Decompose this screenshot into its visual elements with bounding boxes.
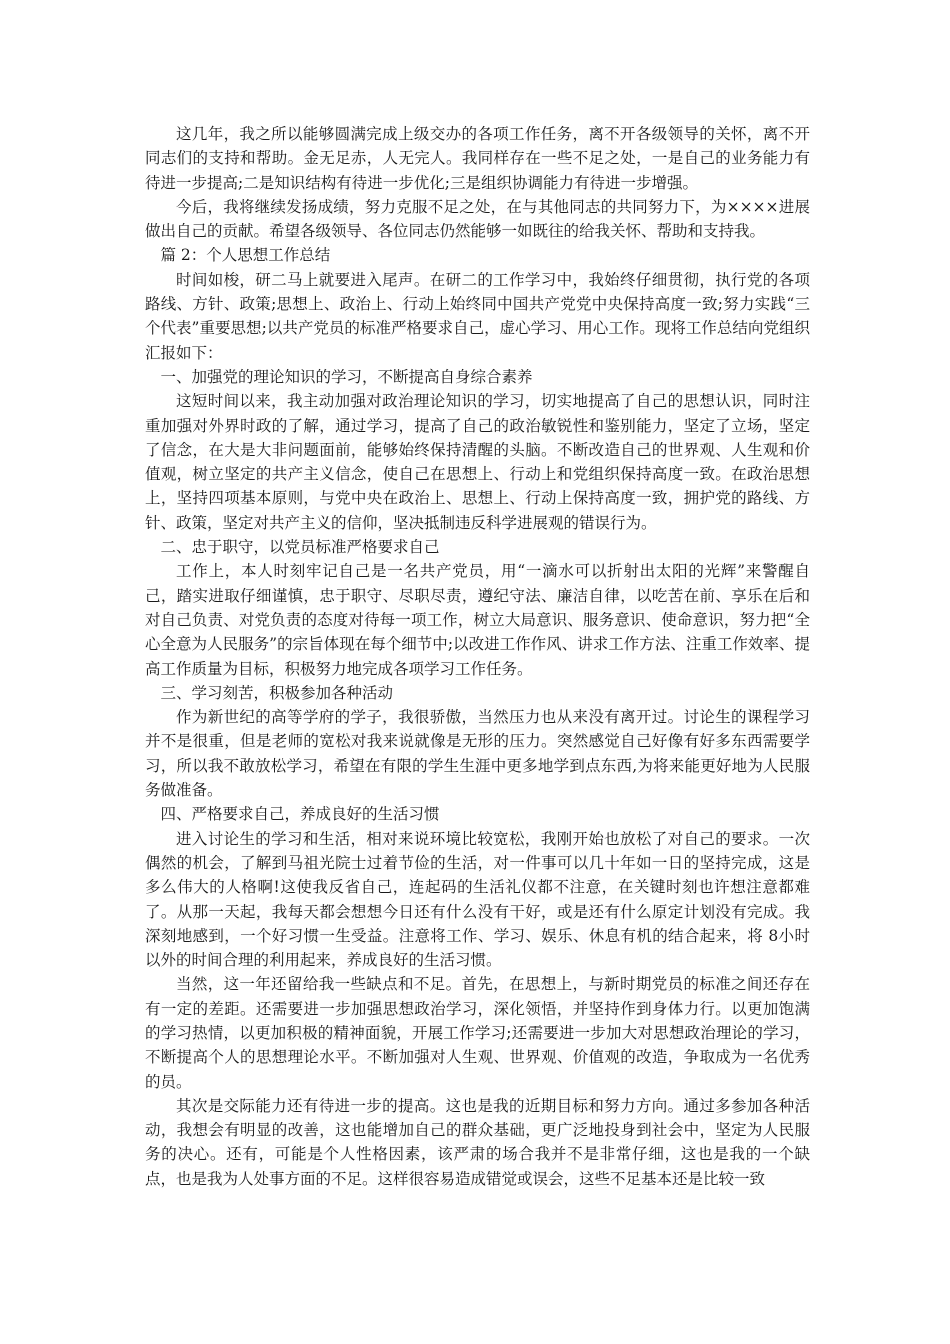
section-heading: 四、严格要求自己，养成良好的生活习惯 <box>160 805 440 824</box>
paragraph: 工作上，本人时刻牢记自己是一名共产党员，用“一滴水可以折射出太阳的光辉”来警醒自己，踏实进取仔细谨慎，忠于职守、尽职尽责，遵纪守法、廉洁自律，以吃苦在前、享乐在后和对自己负责、对党负责的态度对待每一项工作，树立大局意识、服务意识、使命意识，努力把“全心全意为人民服务”的宗旨体现在每个细节中;以改进工作作风、讲求工作方法、注重工作效率、提高工作质量为目标，积极努力地完成各项学习工作任务。 <box>145 562 810 678</box>
paragraph: 这几年，我之所以能够圆满完成上级交办的各项工作任务，离不开各级领导的关怀，离不开同志们的支持和帮助。金无足赤，人无完人。我同样存在一些不足之处，一是自己的业务能力有待进一步提高;二是知识结构有待进一步优化;三是组织协调能力有待进一步增强。 <box>145 125 810 192</box>
section-title: 篇 2：个人思想工作总结 <box>160 246 331 265</box>
document-body <box>145 122 810 1191</box>
section-heading: 一、加强党的理论知识的学习，不断提高自身综合素养 <box>160 367 533 386</box>
paragraph: 作为新世纪的高等学府的学子，我很骄傲，当然压力也从来没有离开过。讨论生的课程学习并不是很重，但是老师的宽松对我来说就像是无形的压力。突然感觉自己好像有好多东西需要学习，所以我不敢放松学习，希望在有限的学生生涯中更多地学到点东西,为将来能更好地为人民服务做准备。 <box>145 708 810 800</box>
section-heading: 二、忠于职守，以党员标准严格要求自己 <box>160 538 440 557</box>
paragraph: 当然，这一年还留给我一些缺点和不足。首先，在思想上，与新时期党员的标准之间还存在有一定的差距。还需要进一步加强思想政治学习，深化领悟，并坚持作到身体力行。以更加饱满的学习热情，以更加积极的精神面貌，开展工作学习;还需要进一步加大对思想政治理论的学习，不断提高个人的思想理论水平。不断加强对人生观、世界观、价值观的改造，争取成为一名优秀的员。 <box>145 975 810 1091</box>
section-heading: 三、学习刻苦，积极参加各种活动 <box>160 683 394 702</box>
paragraph: 时间如梭，研二马上就要进入尾声。在研二的工作学习中，我始终仔细贯彻，执行党的各项路线、方针、政策;思想上、政治上、行动上始终同中国共产党党中央保持高度一致;努力实践“三个代表”重要思想;以共产党员的标准严格要求自己，虚心学习、用心工作。现将工作总结向党组织汇报如下： <box>145 270 810 362</box>
paragraph: 其次是交际能力还有待进一步的提高。这也是我的近期目标和努力方向。通过多参加各种活动，我想会有明显的改善，这也能增加自己的群众基础，更广泛地投身到社会中，坚定为人民服务的决心。还有，可能是个人性格因素，该严肃的场合我并不是非常仔细，这也是我的一个缺点，也是我为人处事方面的不足。这样很容易造成错觉或误会，这些不足基本还是比较一致 <box>145 1096 810 1188</box>
paragraph: 这短时间以来，我主动加强对政治理论知识的学习，切实地提高了自己的思想认识，同时注重加强对外界时政的了解，通过学习，提高了自己的政治敏锐性和鉴别能力，坚定了立场，坚定了信念，在大是大非问题面前，能够始终保持清醒的头脑。不断改造自己的世界观、人生观和价值观，树立坚定的共产主义信念，使自己在思想上、行动上和党组织保持高度一致。在政治思想上，坚持四项基本原则，与党中央在政治上、思想上、行动上保持高度一致，拥护党的路线、方针、政策，坚定对共产主义的信仰，坚决抵制违反科学进展观的错误行为。 <box>145 392 810 532</box>
paragraph: 进入讨论生的学习和生活，相对来说环境比较宽松，我刚开始也放松了对自己的要求。一次偶然的机会，了解到马祖光院士过着节俭的生活，对一件事可以几十年如一日的坚持完成，这是多么伟大的人格啊!这使我反省自己，连起码的生活礼仪都不注意，在关键时刻也许想注意都难了。从那一天起，我每天都会想想今日还有什么没有干好，或是还有什么原定计划没有完成。我深刻地感到，一个好习惯一生受益。注意将工作、学习、娱乐、休息有机的结合起来，将 8小时以外的时间合理的利用起来，养成良好的生活习惯。 <box>145 829 810 970</box>
paragraph: 今后，我将继续发扬成绩，努力克服不足之处，在与其他同志的共同努力下，为××××进展做出自己的贡献。希望各级领导、各位同志仍然能够一如既往的给我关怀、帮助和支持我。 <box>145 197 810 241</box>
